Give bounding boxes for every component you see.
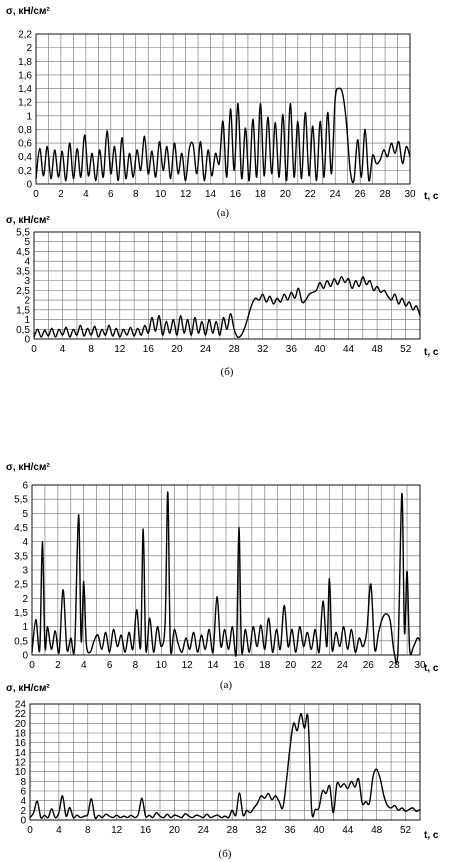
y-tick-label: 2 — [24, 295, 30, 307]
y-tick-label: 10 — [14, 767, 26, 779]
y-tick-label: 2 — [22, 593, 28, 605]
x-tick-label: 10 — [155, 189, 167, 200]
x-tick-label: 16 — [139, 825, 152, 836]
x-tick-label: 48 — [371, 344, 383, 355]
y-tick-label: 3 — [22, 565, 28, 577]
x-tick-label: 16 — [233, 660, 245, 671]
stress-series-line — [30, 714, 420, 819]
chart-caption: (а) — [216, 207, 230, 219]
x-tick-label: 8 — [132, 660, 139, 671]
y-tick-label: 22 — [14, 709, 26, 721]
x-tick-label: 28 — [228, 344, 240, 355]
x-tick-label: 22 — [310, 660, 323, 671]
x-tick-label: 52 — [400, 344, 412, 355]
y-tick-label: 5,5 — [16, 227, 30, 239]
y-tick-label: 1,5 — [14, 608, 28, 619]
chart-caption: (б) — [218, 848, 232, 860]
y-tick-label: 0 — [26, 179, 32, 191]
x-tick-label: 12 — [111, 825, 123, 836]
x-tick-label: 4 — [56, 825, 62, 836]
x-tick-label: 16 — [142, 344, 154, 355]
x-axis-label: t, c — [424, 663, 439, 674]
y-tick-label: 5 — [22, 508, 28, 520]
y-axis-label: σ, кН/см² — [6, 6, 50, 17]
y-tick-label: 4 — [22, 537, 28, 549]
y-tick-label: 4,5 — [16, 246, 30, 258]
y-tick-label: 3,5 — [14, 551, 28, 563]
y-tick-label: 4 — [20, 796, 26, 808]
y-tick-label: 4 — [24, 256, 30, 268]
y-tick-label: 5 — [24, 237, 30, 249]
y-tick-label: 1,4 — [18, 84, 32, 96]
x-tick-label: 28 — [379, 189, 391, 200]
x-axis-label: t, c — [424, 347, 439, 358]
y-axis-label: σ, кН/см² — [6, 462, 50, 473]
x-tick-label: 40 — [314, 344, 326, 355]
chart-caption: (б) — [220, 366, 234, 378]
y-tick-label: 2 — [20, 805, 26, 817]
x-tick-label: 36 — [284, 825, 296, 836]
x-tick-label: 14 — [204, 189, 217, 200]
x-tick-label: 44 — [342, 344, 355, 355]
y-tick-label: 1,5 — [16, 305, 30, 317]
x-tick-label: 16 — [229, 189, 242, 200]
y-tick-label: 1,8 — [18, 56, 32, 68]
y-axis-label: σ, кН/см² — [6, 683, 50, 694]
y-tick-label: 6 — [22, 480, 28, 492]
chart-caption: (а) — [219, 679, 233, 691]
x-tick-label: 22 — [304, 189, 316, 200]
chart-1 — [6, 6, 439, 219]
x-tick-label: 0 — [27, 825, 33, 836]
x-tick-label: 24 — [336, 660, 348, 671]
x-tick-label: 48 — [371, 825, 383, 836]
chart-3 — [6, 462, 439, 691]
y-tick-label: 2,5 — [16, 285, 30, 297]
x-tick-label: 18 — [259, 660, 271, 671]
x-tick-label: 32 — [257, 344, 269, 355]
x-tick-label: 0 — [33, 189, 39, 200]
x-tick-label: 8 — [84, 825, 91, 836]
y-tick-label: 4,5 — [14, 523, 28, 534]
y-tick-label: 1 — [26, 111, 32, 123]
y-tick-label: 24 — [14, 699, 26, 711]
y-tick-label: 0,4 — [18, 152, 32, 164]
x-tick-label: 28 — [226, 825, 238, 836]
chart-4 — [6, 683, 439, 860]
y-tick-label: 1 — [22, 622, 28, 634]
y-tick-label: 1,6 — [18, 70, 32, 82]
x-tick-label: 18 — [254, 189, 266, 200]
x-tick-label: 20 — [168, 825, 181, 836]
y-tick-label: 0,2 — [18, 165, 32, 177]
x-tick-label: 20 — [171, 344, 183, 355]
x-tick-label: 30 — [414, 660, 426, 671]
x-tick-label: 12 — [180, 189, 192, 200]
y-tick-label: 2,2 — [18, 29, 32, 41]
x-tick-label: 8 — [88, 344, 94, 355]
x-tick-label: 26 — [354, 189, 366, 200]
x-tick-label: 44 — [342, 825, 354, 836]
y-tick-label: 0,5 — [14, 636, 28, 648]
y-tick-label: 5,5 — [14, 494, 28, 506]
y-tick-label: 0 — [20, 815, 26, 827]
y-tick-label: 8 — [20, 776, 26, 788]
x-tick-label: 8 — [132, 189, 139, 200]
y-tick-label: 18 — [14, 728, 26, 740]
y-tick-label: 16 — [14, 738, 26, 750]
x-tick-label: 0 — [31, 344, 37, 355]
y-tick-label: 2 — [26, 43, 32, 55]
x-tick-label: 52 — [399, 825, 412, 836]
y-tick-label: 2,5 — [14, 579, 28, 591]
x-tick-label: 26 — [362, 660, 374, 671]
y-tick-label: 0,5 — [16, 324, 30, 336]
x-tick-label: 12 — [114, 344, 126, 355]
x-axis-label: t, c — [424, 191, 439, 202]
y-tick-label: 1 — [24, 315, 30, 327]
x-tick-label: 4 — [59, 344, 66, 355]
x-tick-label: 24 — [199, 344, 212, 355]
y-tick-label: 1,2 — [18, 97, 32, 109]
x-tick-label: 36 — [285, 344, 297, 355]
x-tick-label: 32 — [255, 825, 267, 836]
y-tick-label: 3,5 — [16, 266, 30, 278]
x-tick-label: 6 — [108, 189, 114, 200]
x-tick-label: 2 — [55, 660, 61, 671]
y-tick-label: 14 — [14, 747, 26, 759]
x-tick-label: 30 — [404, 189, 416, 200]
chart-2 — [6, 215, 439, 378]
x-tick-label: 10 — [155, 660, 167, 671]
x-tick-label: 20 — [285, 660, 297, 671]
x-tick-label: 24 — [329, 189, 341, 200]
y-tick-label: 0,6 — [18, 138, 32, 150]
x-tick-label: 12 — [181, 660, 193, 671]
x-tick-label: 4 — [83, 189, 89, 200]
x-tick-label: 6 — [106, 660, 113, 671]
x-axis-label: t, c — [424, 830, 439, 841]
y-tick-label: 0 — [24, 334, 30, 346]
x-tick-label: 20 — [279, 189, 291, 200]
y-tick-label: 6 — [20, 786, 26, 798]
y-tick-label: 20 — [14, 718, 26, 730]
x-tick-label: 4 — [80, 660, 87, 671]
x-tick-label: 40 — [313, 825, 325, 836]
plot-frame — [34, 232, 420, 339]
y-tick-label: 0,8 — [18, 124, 32, 136]
x-tick-label: 28 — [388, 660, 400, 671]
stress-series-line — [34, 277, 420, 338]
y-tick-label: 3 — [24, 276, 30, 288]
x-tick-label: 2 — [58, 189, 64, 200]
x-tick-label: 24 — [197, 825, 209, 836]
x-tick-label: 14 — [207, 660, 219, 671]
y-axis-label: σ, кН/см² — [6, 215, 50, 226]
y-tick-label: 12 — [14, 757, 26, 769]
x-tick-label: 0 — [29, 660, 35, 671]
y-tick-label: 0 — [22, 650, 28, 662]
